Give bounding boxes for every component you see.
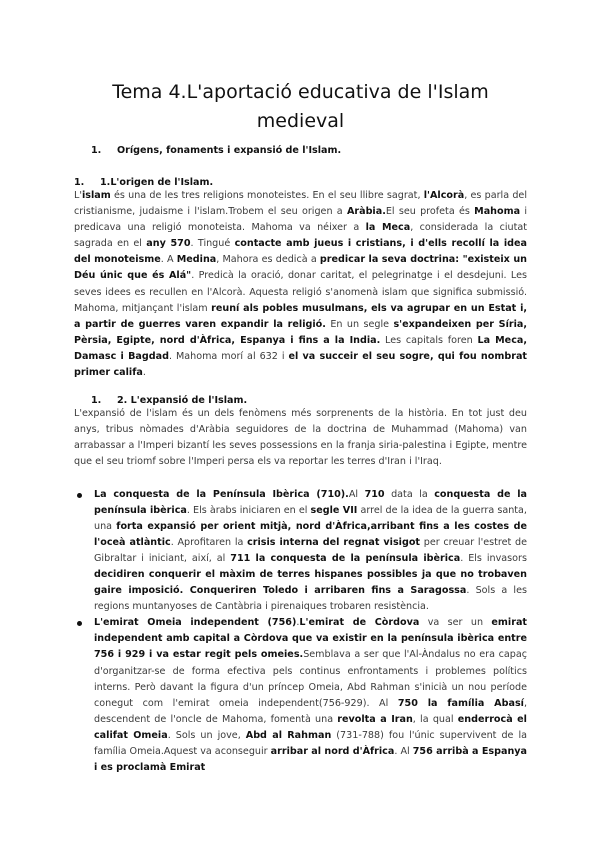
- paragraph-origin-islam: [74, 188, 527, 381]
- text-run: . Sols a les regions muntanyoses de Cantàbria i pirenaiques trobaren resistència.: [94, 585, 527, 613]
- text-run: . Mahoma morí al 632 i: [168, 350, 289, 362]
- paragraph-expansion-islam: L'expansió de l'islam és un dels fenòmens més sorprenents de la història. En tot just deu anys, tribus nòmades d'Aràbia seguidores de la doctrina de Muhammad (Mahoma) van arrabassar a l'Imperi bizantí les seves possessions en la franja siria-palestina i Egipte, mentre que el seu triomf sobre l'Imperi persa els va reportar les terres d'Iran i l'Iraq.: [74, 408, 527, 468]
- bold-run: conquesta de la península ibèrica: [94, 488, 527, 516]
- section-number: 1.: [91, 145, 102, 156]
- section-heading-text: Orígens, fonaments i expansió de l'Islam.: [117, 145, 342, 156]
- bold-run: L'emirat de Còrdova: [299, 617, 420, 629]
- bold-run: enderrocà el califat Omeia: [94, 713, 527, 741]
- bold-run: predicar la seva doctrina: "existeix un Déu únic que és Alá": [74, 254, 527, 282]
- bold-run: arribar al nord d'Àfrica: [270, 746, 395, 757]
- list-item-emirate-omeia: [94, 615, 527, 776]
- text-run: . Al: [394, 746, 413, 757]
- text-run: , considerada la ciutat sagrada en el: [74, 222, 528, 250]
- bold-run: islam: [81, 190, 111, 201]
- text-run: . Sols un jove,: [167, 729, 246, 741]
- text-run: Semblava a ser que l'Al-Àndalus no era capaç d'organitzar-se de forma efectiva pels continus enfrontaments i problemes polítics interns. Però davant la figura d'un príncep Omeia, Abd Rahman s'inicià un nou període conegut com l'emirat omeia independent(756-929). Al: [94, 649, 528, 709]
- text-run: , Mahora es dedicà a: [216, 254, 320, 266]
- bold-run: decidiren conquerir el màxim de terres hispanes possibles ja que no trobaven gaire imposició. Conqueriren Toledo i arribaren fins a Saragossa: [94, 568, 527, 597]
- bold-run: contacte amb jueus i cristians, i d'ells recollí la idea del monoteisme: [74, 238, 527, 266]
- bold-run: s'expandeixen per Síria, Pèrsia, Egipte, nord d'Àfrica, Espanya i fins a la India.: [74, 318, 528, 346]
- page-title: Tema 4.L'aportació educativa de l'Islam medieval: [112, 81, 489, 132]
- bold-run: el va succeir el seu sogre, qui fou nombrat primer califa: [74, 350, 527, 379]
- text-run: . Els invasors: [460, 552, 527, 564]
- subsection-number: 1.: [74, 177, 85, 188]
- bold-run: L'emirat Omeia independent (756): [94, 617, 297, 629]
- text-run: per creuar l'estret de Gibraltar i iniciant, així, al: [94, 536, 527, 564]
- bold-run: 750 la família Abasí: [397, 697, 524, 709]
- text-run: .: [296, 617, 300, 629]
- subsection-heading-1-1: [74, 177, 527, 188]
- bold-run: La conquesta de la Península Ibèrica (710).: [94, 488, 349, 500]
- text-run: és una de les tres religions monoteistes. En el seu llibre sagrat,: [110, 190, 424, 201]
- text-run: i predicava una religió monoteista. Mahoma va néixer a: [74, 206, 527, 234]
- bold-run: segle VII: [310, 504, 358, 516]
- bold-run: l'Alcorà: [423, 190, 465, 201]
- text-run: . A: [160, 254, 177, 266]
- text-run: (731-788) fou l'únic supervivent de la família Omeia.Aquest va aconseguir: [94, 729, 528, 757]
- bullet-icon: [77, 621, 82, 626]
- text-run: . Tingué: [190, 238, 235, 250]
- bold-run: 756 arribà a Espanya i es proclamà Emirat: [94, 746, 528, 774]
- bold-run: crisis interna del regnat visigot: [247, 536, 421, 548]
- subsection-number: 1.: [91, 395, 102, 407]
- bold-run: forta expansió per orient mitjà, nord d'Àfrica,arribant fins a les costes de l'oceà atlàntic: [94, 520, 527, 548]
- bold-run: La Meca, Damasc i Bagdad: [74, 334, 527, 362]
- section-heading-1: [74, 145, 527, 156]
- text-run: va ser un: [419, 617, 492, 629]
- bold-run: any 570: [146, 238, 191, 250]
- text-run: En un segle: [325, 318, 394, 330]
- text-run: , descendent de l'oncle de Mahoma, fomentà una: [94, 697, 527, 725]
- bold-run: reuní als pobles musulmans, els va agrupar en un Estat i, a partir de guerres varen expandir la religió.: [74, 302, 527, 330]
- bold-run: Mahoma: [474, 206, 521, 218]
- text-run: L': [74, 190, 82, 201]
- text-run: arrel de la idea de la guerra santa, una: [94, 504, 527, 532]
- subsection-heading-1-2: [74, 395, 527, 406]
- text-run: .: [142, 367, 146, 379]
- text-run: . Els àrabs iniciaren en el: [186, 504, 311, 516]
- text-run: El seu profeta és: [385, 206, 475, 218]
- subsection-heading-text: 2. L'expansió de l'Islam.: [117, 395, 248, 407]
- bold-run: la Meca: [365, 222, 411, 234]
- text-run: Al: [348, 488, 365, 500]
- text-run: , la qual: [412, 713, 458, 725]
- bullet-list: [74, 487, 527, 777]
- text-run: . Aprofitaren la: [170, 536, 248, 548]
- bold-run: Abd al Rahman: [245, 729, 332, 741]
- bold-run: Medina: [176, 254, 217, 266]
- bold-run: 710: [364, 488, 385, 500]
- bold-run: revolta a Iran: [337, 713, 413, 725]
- subsection-heading-text: 1.L'origen de l'Islam.: [100, 177, 214, 188]
- bold-run: emirat independent amb capital a Còrdova que va existir en la península ibèrica entre 756 i 929 i va estar regit pels omeies.: [94, 617, 528, 661]
- bold-run: 711 la conquesta de la península ibèrica: [230, 552, 461, 564]
- bullet-icon: [77, 493, 82, 498]
- bold-run: Aràbia.: [346, 206, 386, 218]
- list-item-conquest-peninsula: [94, 487, 527, 616]
- text-run: Les capitals foren: [380, 334, 478, 346]
- text-run: , es parla del cristianisme, judaisme i l'islam.Trobem el seu origen a: [74, 190, 527, 218]
- text-run: . Predicà la oració, donar caritat, el pelegrinatge i el desdejuni. Les seves idees es recullen en l'Alcorà. Aquesta religió s'anomenà islam que significa submissió. Mahoma, mitjançant l'islam: [74, 270, 527, 314]
- text-run: data la: [384, 488, 435, 500]
